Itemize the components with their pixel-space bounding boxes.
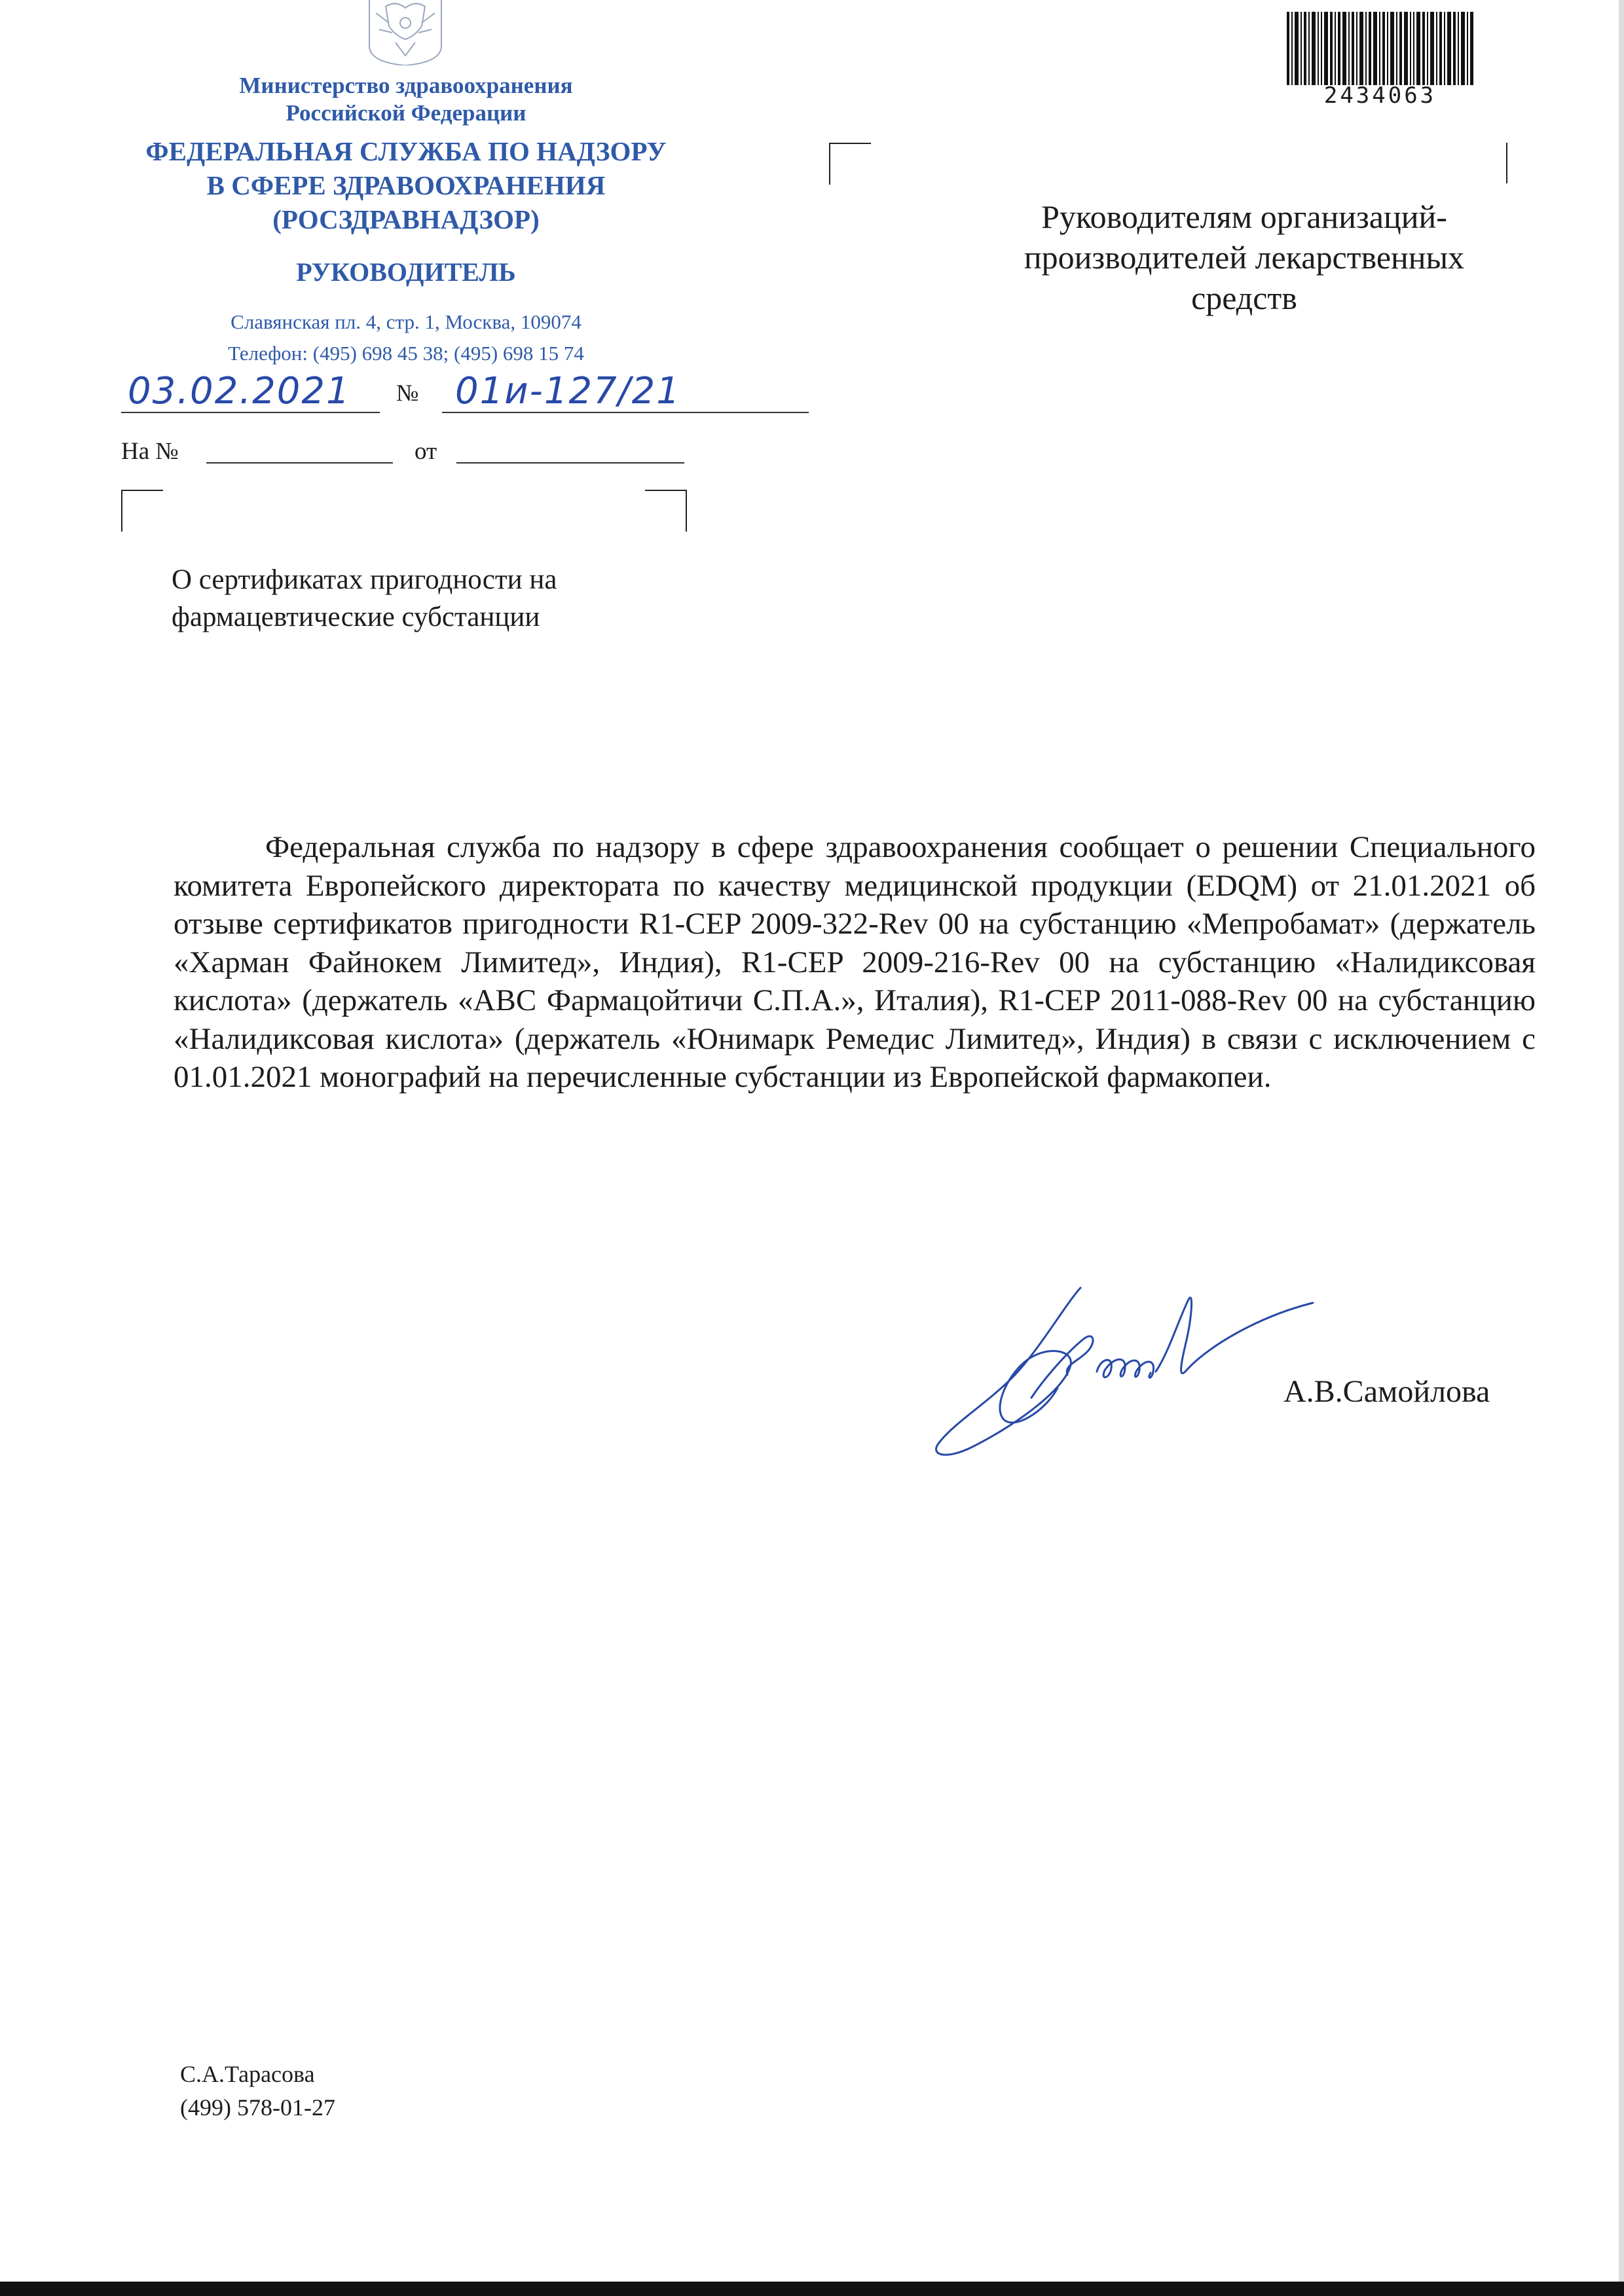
- recipient-corner-left: [829, 143, 871, 185]
- reference-date-blank: [456, 462, 684, 464]
- reference-number-blank: [206, 462, 393, 464]
- registration-number: 01и-127/21: [455, 370, 681, 412]
- subject-corner-right: [645, 490, 687, 532]
- scan-edge-bottom: [0, 2282, 1624, 2296]
- subject-block: [172, 561, 709, 636]
- recipient-corner-right: [1506, 143, 1509, 183]
- barcode-number: 2434063: [1323, 82, 1437, 109]
- reference-number-label: На №: [121, 438, 179, 465]
- reference-from-label: от: [415, 438, 437, 465]
- service-line-1: ФЕДЕРАЛЬНАЯ СЛУЖБА ПО НАДЗОРУ: [145, 136, 667, 166]
- ministry-name: [111, 72, 701, 127]
- ministry-line-1: Министерство здравоохранения: [239, 73, 573, 98]
- ministry-line-2: Российской Федерации: [286, 100, 526, 126]
- recipient-line-1: Руководителям организаций-: [1041, 198, 1447, 235]
- contact-name: С.А.Тарасова: [180, 2061, 315, 2087]
- coat-of-arms-icon: [356, 0, 454, 65]
- service-line-2: В СФЕРЕ ЗДРАВООХРАНЕНИЯ: [206, 170, 606, 200]
- number-underline: [442, 412, 809, 413]
- registration-line: [121, 370, 776, 416]
- number-label: №: [396, 380, 419, 406]
- signer-name: А.В.Самойлова: [1283, 1374, 1490, 1409]
- address-block: [111, 306, 701, 369]
- head-title: РУКОВОДИТЕЛЬ: [296, 257, 516, 287]
- subject-corner-left: [121, 490, 163, 532]
- recipient-line-2: производителей лекарственных: [1024, 239, 1465, 276]
- address: Славянская пл. 4, стр. 1, Москва, 109074: [231, 310, 581, 333]
- service-line-3: (РОСЗДРАВНАДЗОР): [272, 204, 540, 234]
- recipient-line-3: средств: [1191, 280, 1297, 316]
- subject-line-2: фармацевтические субстанции: [172, 602, 540, 632]
- recipient-block: [917, 196, 1572, 318]
- scan-edge-right: [1619, 0, 1624, 2296]
- contact-phone: (499) 578-01-27: [180, 2094, 335, 2121]
- handwritten-signature: [933, 1280, 1326, 1470]
- registration-date: 03.02.2021: [128, 370, 351, 412]
- service-name: [111, 134, 701, 236]
- letter-body: [174, 828, 1536, 1097]
- date-underline: [121, 412, 380, 413]
- subject-line-1: О сертификатах пригодности на: [172, 564, 557, 595]
- reference-line: [121, 437, 710, 470]
- barcode-icon: [1287, 12, 1473, 85]
- phone: Телефон: (495) 698 45 38; (495) 698 15 74: [228, 342, 584, 365]
- contact-block: [180, 2058, 335, 2124]
- body-paragraph: Федеральная служба по надзору в сфере здравоохранения сообщает о решении Специального комитета Европейского директората по качеству медицинской продукции (EDQM) от 21.01.2021 об отзыве сертификатов пригодности R1-CEP 2009-322-Rev 00 на субстанцию «Мепробамат» (держатель «Харман Файнокем Лимитед», Индия), R1-CEP 2009-216-Rev 00 на субстанцию «Налидиксовая кислота» (держатель «АВС Фармацойтичи С.П.А.», Италия), R1-CEP 2011-088-Rev 00 на субстанцию «Налидиксовая кислота» (держатель «Юнимарк Ремедис Лимитед», Индия) в связи с исключением с 01.01.2021 монографий на перечисленные субстанции из Европейской фармакопеи.: [174, 830, 1536, 1094]
